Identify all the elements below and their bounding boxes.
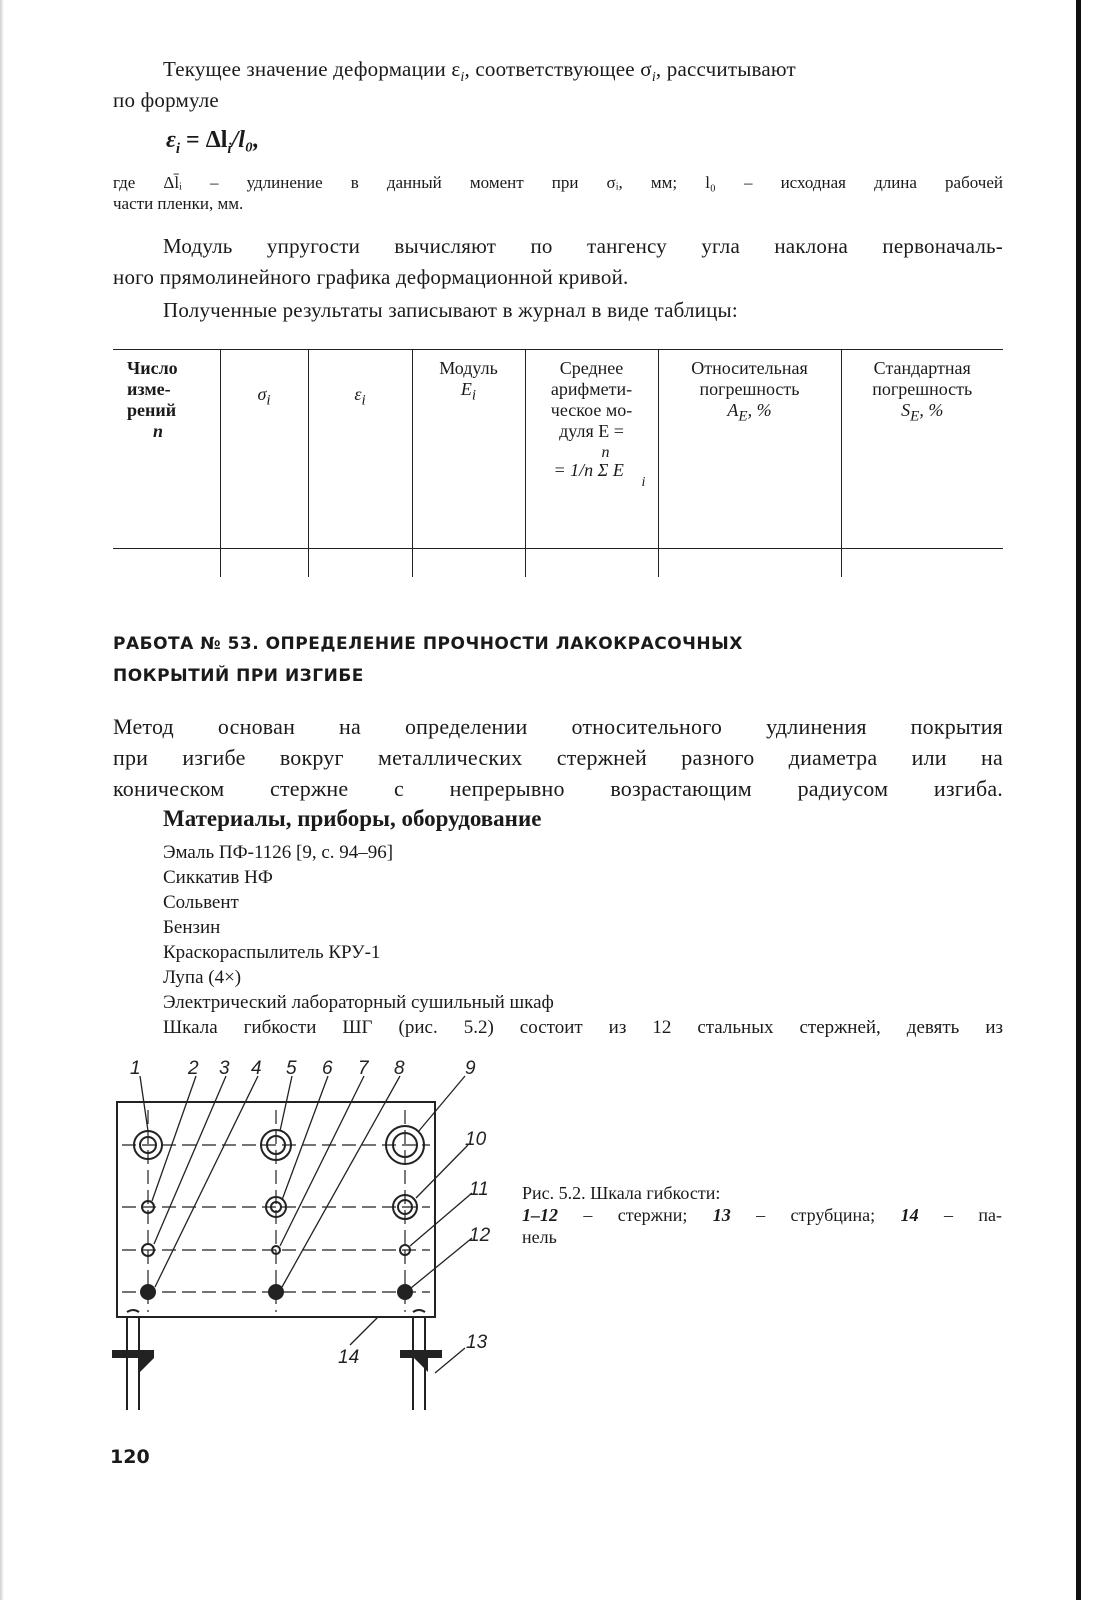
header-text: арифмети-: [550, 379, 633, 399]
header-symbol: S: [901, 400, 911, 420]
caption-text: – струбцина;: [730, 1205, 901, 1225]
materials-title: Материалы, приборы, оборудование: [163, 806, 542, 831]
subscript: E: [738, 408, 748, 425]
subscript: i: [227, 140, 232, 157]
list-item: Краскораспылитель КРУ-1: [163, 942, 381, 963]
list-item: Сиккатив НФ: [163, 867, 273, 888]
figure-caption: [522, 1182, 1002, 1248]
page-edge-shadow: [1076, 0, 1081, 1600]
table-cell: [308, 549, 412, 578]
header-symbol: A: [727, 400, 739, 420]
figure-label-12: 12: [469, 1225, 491, 1246]
figure-label-6: 6: [322, 1058, 333, 1079]
unit: , %: [747, 400, 772, 420]
table-cell: [412, 549, 525, 578]
figure-label-10: 10: [465, 1129, 487, 1150]
header-text: Модуль: [439, 358, 498, 378]
header-text: погрешность: [699, 379, 800, 399]
table-header-row: [113, 350, 1003, 549]
header-standard-error: [841, 350, 1003, 549]
header-text: ческое мо-: [550, 400, 633, 420]
list-item: Электрический лабораторный сушильный шкаф: [163, 992, 554, 1013]
caption-text: – па-: [918, 1205, 1002, 1225]
text-span: , рассчитывают: [655, 57, 796, 81]
paragraph-modulus-line1: Модуль упругости вычисляют по тангенсу угла наклона первоначаль-: [163, 234, 1003, 258]
table-cell: [525, 549, 658, 578]
header-text: Число: [127, 358, 178, 378]
figure-label-9: 9: [465, 1058, 476, 1079]
caption-text: – стержни;: [558, 1205, 713, 1225]
list-item: Эмаль ПФ-1126 [9, с. 94–96]: [163, 842, 394, 863]
header-text: погрешность: [872, 379, 973, 399]
figure-label-3: 3: [219, 1058, 230, 1079]
formula-part: = Δl: [180, 127, 228, 153]
list-item: Шкала гибкости ШГ (рис. 5.2) состоит из 12 стальных стержней, девять из: [163, 1017, 1003, 1038]
formula-symbol: ε: [166, 127, 176, 153]
header-sigma: [220, 350, 308, 549]
caption-number: 14: [900, 1205, 919, 1225]
header-count: [113, 350, 220, 549]
header-mean-modulus: [525, 350, 658, 549]
header-symbol: ε: [354, 384, 362, 404]
table-cell: [841, 549, 1003, 578]
text-span: , соответствующее σ: [464, 57, 652, 81]
header-text: Относительная: [691, 358, 808, 378]
method-line1: Метод основан на определении относительного удлинения покрытия: [113, 714, 1003, 739]
mean-formula: [530, 442, 654, 496]
caption-number: 1–12: [522, 1205, 558, 1225]
formula-part: /l₀,: [231, 127, 260, 153]
clamp-left: [112, 1350, 154, 1372]
page-number: 120: [110, 1446, 150, 1468]
superscript: n: [601, 444, 610, 461]
flexibility-scale-figure: [100, 1050, 520, 1450]
list-item: Лупа (4×): [163, 967, 242, 988]
subscript: i: [361, 392, 366, 409]
paragraph-modulus-line2: ного прямолинейного графика деформационной кривой.: [113, 265, 629, 289]
table-cell: [658, 549, 841, 578]
paragraph-deformation: [163, 55, 1003, 92]
header-modulus: [412, 350, 525, 549]
materials-list: [163, 840, 1003, 1040]
unit: , %: [919, 400, 944, 420]
method-line2: при изгибе вокруг металлических стержней разного диаметра или на: [113, 745, 1003, 770]
figure-label-14: 14: [338, 1347, 360, 1368]
caption-line: нель: [522, 1227, 557, 1247]
figure-label-2: 2: [188, 1058, 199, 1079]
text-span: Текущее значение деформации ε: [163, 57, 461, 81]
paragraph-results: Полученные результаты записывают в журнал в виде таблицы:: [163, 298, 738, 322]
figure-label-11: 11: [469, 1179, 489, 1200]
caption-number: 13: [712, 1205, 731, 1225]
figure-label-8: 8: [394, 1058, 405, 1079]
header-text: изме-: [127, 379, 171, 399]
list-item: Сольвент: [163, 892, 239, 913]
where-clause-line2: части пленки, мм.: [113, 194, 244, 213]
header-text: рений: [127, 400, 177, 420]
figure-label-1: 1: [130, 1058, 141, 1079]
figure-label-5: 5: [286, 1058, 297, 1079]
formula-text: = 1/n Σ E: [553, 460, 624, 480]
header-symbol: σ: [257, 384, 267, 404]
header-epsilon: [308, 350, 412, 549]
page-left-edge: [0, 0, 4, 1600]
header-symbol: E: [460, 379, 472, 399]
list-item: Бензин: [163, 917, 221, 938]
subscript: i: [175, 140, 181, 157]
subscript: i: [460, 70, 465, 86]
paragraph-deformation-line2: по формуле: [113, 88, 219, 112]
method-line3: коническом стержне с непрерывно возрастающим радиусом изгиба.: [113, 776, 1003, 801]
header-text: Стандартная: [873, 358, 971, 378]
clamp-right: [400, 1350, 442, 1372]
subscript: E: [910, 408, 920, 425]
figure-label-13: 13: [466, 1332, 488, 1353]
caption-line: [522, 1204, 1002, 1226]
header-text: дуля E =: [559, 421, 624, 441]
header-relative-error: [658, 350, 841, 549]
table-row: [113, 549, 1003, 578]
formula-strain: [166, 127, 259, 158]
section-heading-line1: РАБОТА № 53. ОПРЕДЕЛЕНИЕ ПРОЧНОСТИ ЛАКОКРАСОЧНЫХ: [113, 634, 743, 654]
where-clause-line1: где Δl̄ᵢ – удлинение в данный момент при σᵢ, мм; l₀ – исходная длина рабочей: [113, 173, 1003, 192]
section-heading-line2: ПОКРЫТИЙ ПРИ ИЗГИБЕ: [113, 666, 364, 686]
results-table: [113, 349, 1003, 577]
header-text: n: [153, 421, 164, 441]
subscript: i: [266, 392, 271, 409]
table-cell: [220, 549, 308, 578]
figure-label-7: 7: [358, 1058, 369, 1079]
header-text: Среднее: [559, 358, 624, 378]
subscript: i: [651, 70, 656, 86]
caption-line: Рис. 5.2. Шкала гибкости:: [522, 1183, 721, 1203]
subscript: i: [471, 387, 477, 404]
subscript: i: [641, 475, 646, 490]
table-cell: [113, 549, 220, 578]
figure-label-4: 4: [251, 1058, 262, 1079]
